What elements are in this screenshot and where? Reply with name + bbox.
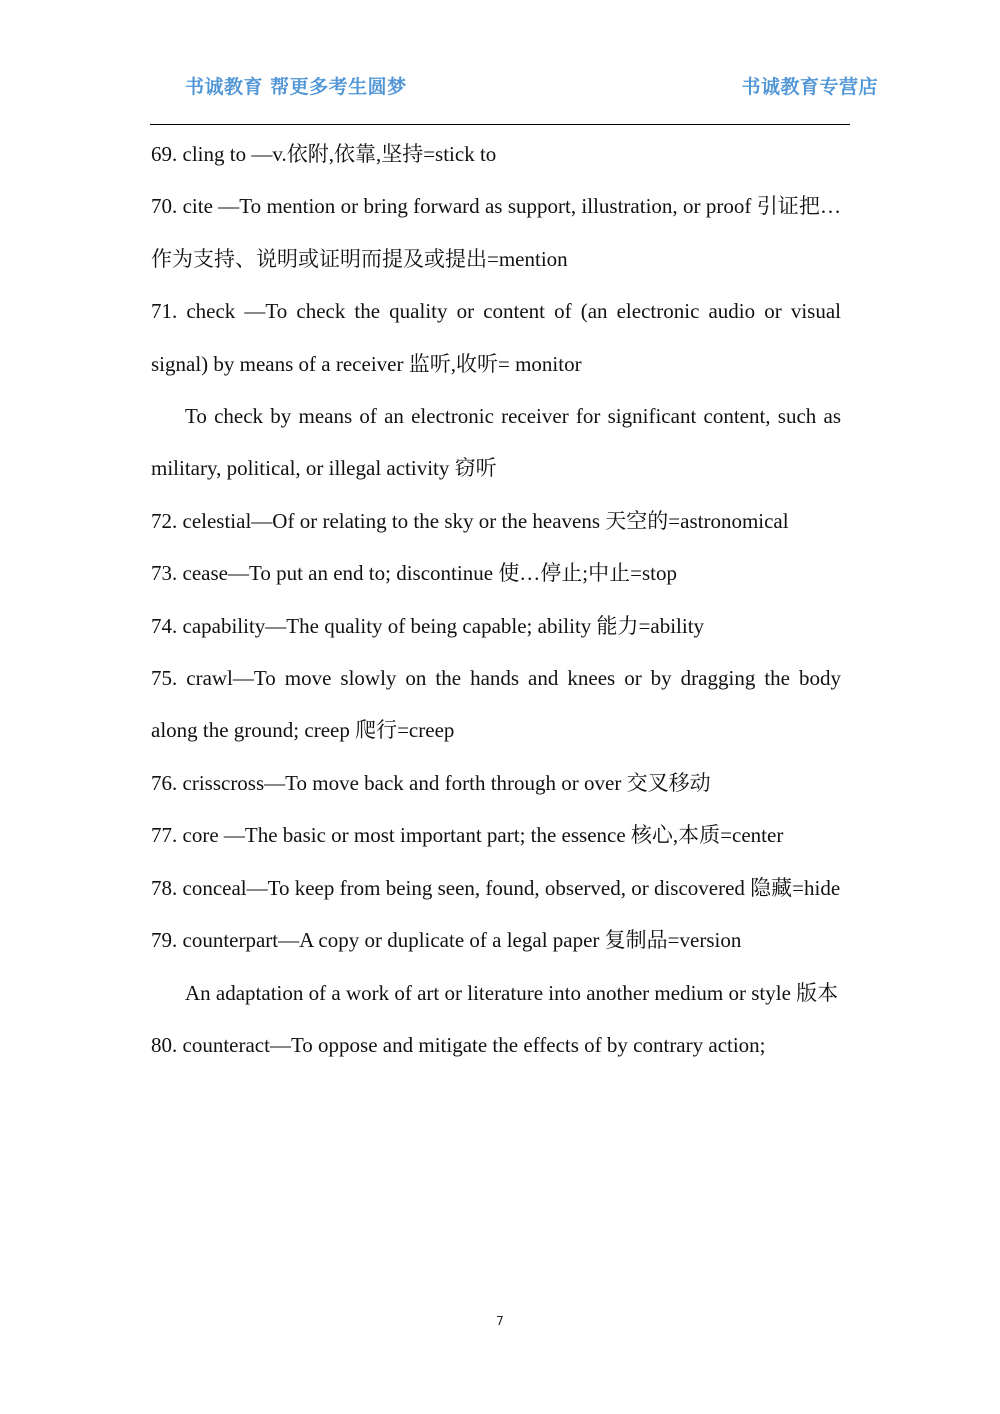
- entry-69: 69. cling to —v.依附,依靠,坚持=stick to: [151, 142, 497, 166]
- entry-76: 76. crisscross—To move back and forth through or over 交叉移动: [151, 770, 711, 795]
- vocabulary-list: [151, 128, 841, 1071]
- entry-73: 73. cease—To put an end to; discontinue 使…停止;中止=stop: [151, 561, 677, 586]
- entry-79-sense-2: An adaptation of a work of art or literature into another medium or style 版本: [185, 980, 839, 1005]
- page-number: 7: [496, 1314, 504, 1328]
- entry-79: 79. counterpart—A copy or duplicate of a legal paper 复制品=version: [151, 928, 742, 953]
- entry-77: 77. core —The basic or most important part; the essence 核心,本质=center: [151, 823, 784, 848]
- header-divider: [150, 124, 850, 125]
- entry-71: 71. check —To check the quality or content of (an electronic audio or visual signal) by means of a receiver 监听,收听= monitor: [151, 299, 841, 376]
- header-store-name: 书诚教育专营店: [741, 76, 878, 98]
- entry-78: 78. conceal—To keep from being seen, found, observed, or discovered 隐藏=hide: [151, 875, 841, 900]
- entry-72: 72. celestial—Of or relating to the sky or the heavens 天空的=astronomical: [151, 508, 789, 533]
- entry-70: 70. cite —To mention or bring forward as support, illustration, or proof 引证把…作为支持、说明或证明而提及或提出=mention: [151, 194, 841, 271]
- entry-71-sense-2: To check by means of an electronic receiver for significant content, such as military, political, or illegal activity 窃听: [151, 404, 841, 481]
- header-brand-slogan: 书诚教育 帮更多考生圆梦: [185, 76, 407, 98]
- entry-80: 80. counteract—To oppose and mitigate the effects of by contrary action;: [151, 1032, 766, 1057]
- entry-74: 74. capability—The quality of being capable; ability 能力=ability: [151, 613, 705, 638]
- entry-75: 75. crawl—To move slowly on the hands and knees or by dragging the body along the ground; creep 爬行=creep: [151, 666, 841, 743]
